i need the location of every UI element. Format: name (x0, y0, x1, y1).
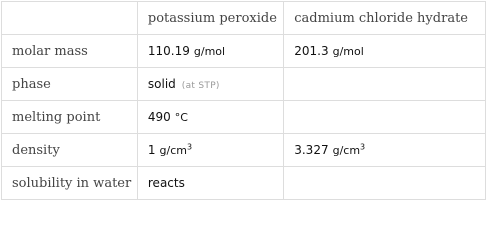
column-header-potassium-peroxide: potassium peroxide (137, 2, 283, 35)
value-unit-exponent: 3 (186, 142, 193, 152)
value-unit-exponent: 3 (360, 142, 366, 152)
table-row (2, 167, 486, 200)
row-label: phase (2, 68, 138, 101)
value-number: 110.19 (147, 44, 190, 58)
value-text: reacts (147, 176, 185, 190)
value-text: solid (147, 77, 176, 91)
row-label: molar mass (2, 35, 138, 68)
corner-cell (2, 2, 138, 35)
table-row (2, 68, 486, 101)
value-note: (at STP) (181, 81, 220, 91)
value-cell (137, 167, 283, 200)
value-cell (284, 35, 486, 68)
comparison-table-container (1, 1, 486, 200)
value-unit-base: g/cm (159, 144, 187, 157)
table-row (2, 101, 486, 134)
value-unit: °C (174, 111, 188, 124)
value-cell-empty (284, 68, 486, 101)
row-label: melting point (2, 101, 138, 134)
header-row (2, 2, 486, 35)
value-cell (137, 134, 283, 167)
column-header-cadmium-chloride-hydrate: cadmium chloride hydrate (284, 2, 486, 35)
value-number: 201.3 (294, 44, 329, 58)
table-row (2, 134, 486, 167)
row-label: density (2, 134, 138, 167)
value-unit: g/mol (193, 45, 226, 58)
value-unit (160, 144, 193, 157)
value-cell-empty (284, 167, 486, 200)
table-row (2, 35, 486, 68)
value-unit (333, 144, 366, 157)
row-label: solubility in water (2, 167, 138, 200)
value-unit: g/mol (332, 45, 364, 58)
value-cell (137, 68, 283, 101)
value-number: 3.327 (294, 143, 329, 157)
comparison-table (1, 1, 486, 200)
value-cell (137, 35, 283, 68)
value-number: 1 (147, 143, 156, 157)
value-unit-base: g/cm (332, 144, 361, 157)
value-number: 490 (147, 110, 171, 124)
value-cell (137, 101, 283, 134)
value-cell-empty (284, 101, 486, 134)
value-cell (284, 134, 486, 167)
